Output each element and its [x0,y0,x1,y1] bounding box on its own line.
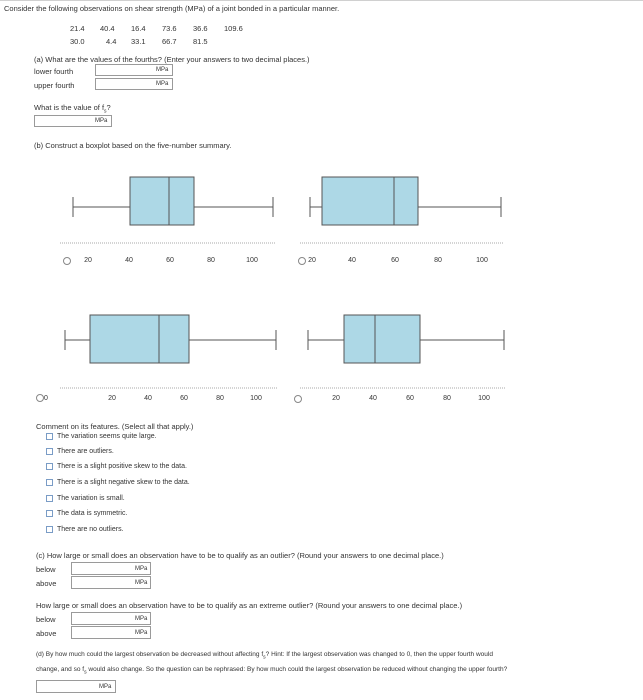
obs-value: 33.1 [131,37,146,46]
svg-text:60: 60 [166,257,174,264]
top-border [0,0,643,1]
lower-fourth-unit: MPa [156,67,169,73]
fs-unit: MPa [95,118,108,124]
svg-text:60: 60 [180,395,188,402]
extreme-outlier-question: How large or small does an observation have to be to qualify as an extreme outlier? (Round your answers to one decimal place.) [36,601,463,610]
option-label: There are outliers. [57,448,114,455]
svg-text:100: 100 [250,395,262,402]
option-checkbox[interactable] [46,433,53,440]
obs-value: 81.5 [193,37,208,46]
svg-text:20: 20 [84,257,92,264]
option-checkbox[interactable] [46,495,53,502]
svg-text:40: 40 [125,257,133,264]
option-checkbox[interactable] [46,510,53,517]
svg-text:100: 100 [476,257,488,264]
boxplot-4-radio[interactable] [295,396,302,403]
svg-text:20: 20 [108,395,116,402]
boxplot-option-4 [295,315,507,403]
option-label: The variation is small. [57,495,125,502]
svg-text:100: 100 [246,257,258,264]
obs-value: 66.7 [162,37,177,46]
lower-fourth-label: lower fourth [34,67,74,76]
part-d-line2: change, and so $f_s$ would also change. So the question can be rephrased: By how much could the largest observation be reduced without changing the upper fourth? [36,666,508,676]
fs-question: What is the value of $f_s$? [34,103,111,115]
boxplot-option-1 [60,177,275,265]
intro-text: Consider the following observations on shear strength (MPa) of a joint bonded in a particular manner. [4,4,340,13]
option-checkbox[interactable] [46,448,53,455]
obs-value: 4.4 [106,37,117,46]
extreme-above-unit: MPa [135,630,148,636]
extreme-above-label: above [36,629,57,638]
obs-value: 21.4 [70,24,85,33]
svg-text:80: 80 [443,395,451,402]
outlier-below-label: below [36,565,56,574]
part-b-question: (b) Construct a boxplot based on the five-number summary. [34,141,232,150]
outlier-below-unit: MPa [135,566,148,572]
option-checkbox[interactable] [46,526,53,533]
extreme-below-label: below [36,615,56,624]
comment-title: Comment on its features. (Select all that apply.) [36,422,194,431]
outlier-above-unit: MPa [135,580,148,586]
svg-text:40: 40 [348,257,356,264]
part-a-question: (a) What are the values of the fourths? (Enter your answers to two decimal places.) [34,55,310,64]
obs-value: 16.4 [131,24,146,33]
option-checkbox[interactable] [46,479,53,486]
boxplot-options [0,150,643,570]
svg-text:80: 80 [434,257,442,264]
svg-text:60: 60 [391,257,399,264]
part-c-question: (c) How large or small does an observation have to be to qualify as an outlier? (Round your answers to one decimal place.) [36,551,444,560]
extreme-below-unit: MPa [135,616,148,622]
option-label: The data is symmetric. [57,510,128,517]
svg-text:0: 0 [44,395,48,402]
upper-fourth-label: upper fourth [34,81,75,90]
obs-value: 40.4 [100,24,115,33]
part-d-unit: MPa [99,684,112,690]
outlier-above-label: above [36,579,57,588]
obs-value: 36.6 [193,24,208,33]
svg-text:20: 20 [332,395,340,402]
option-label: The variation seems quite large. [57,433,157,440]
obs-value: 109.6 [224,24,243,33]
part-d-line1: (d) By how much could the largest observation be decreased without affecting $f_s$? Hint: If the largest observation was changed to 0, then the upper fourth would [36,651,493,661]
obs-value: 73.6 [162,24,177,33]
boxplot-option-3 [37,315,279,402]
svg-text:40: 40 [369,395,377,402]
svg-text:80: 80 [207,257,215,264]
option-label: There is a slight positive skew to the data. [57,463,187,470]
boxplot-1-radio[interactable] [64,258,71,265]
option-label: There is a slight negative skew to the data. [57,479,190,486]
option-checkbox[interactable] [46,463,53,470]
svg-text:20: 20 [308,257,316,264]
obs-value: 30.0 [70,37,85,46]
boxplot-option-2 [299,177,504,265]
upper-fourth-unit: MPa [156,81,169,87]
option-label: There are no outliers. [57,526,124,533]
svg-text:80: 80 [216,395,224,402]
svg-text:60: 60 [406,395,414,402]
svg-text:40: 40 [144,395,152,402]
boxplot-2-radio[interactable] [299,258,306,265]
svg-text:100: 100 [478,395,490,402]
boxplot-3-radio[interactable] [37,395,44,402]
